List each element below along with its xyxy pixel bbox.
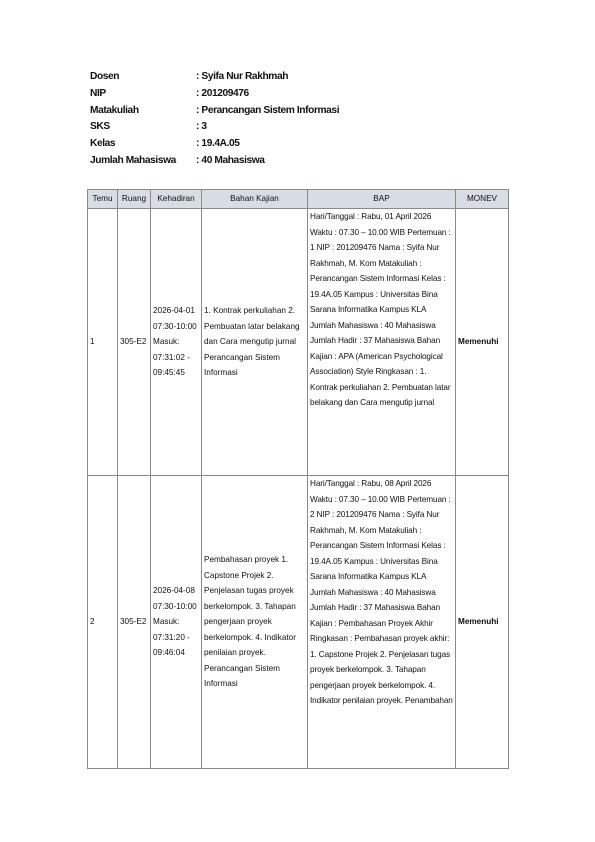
cell-bahan-kajian: Pembahasan proyek 1. Capstone Projek 2. Penjelasan tugas proyek berkelompok. 3. Tahapan pengerjaan proyek berkelompok. 4. Indikator penilaian proyek. Perancangan Sistem Informasi bbox=[202, 476, 308, 769]
table-row bbox=[88, 476, 509, 769]
cell-kehadiran: 2026-04-08 07:30-10:00 Masuk: 07:31:20 - 09:46:04 bbox=[151, 476, 202, 769]
cell-bahan-kajian: 1. Kontrak perkuliahan 2. Pembuatan latar belakang dan Cara mengutip jurnal Perancangan Sistem Informasi bbox=[202, 209, 308, 476]
info-value: : 19.4A.05 bbox=[196, 138, 240, 150]
cell-kehadiran: 2026-04-01 07:30-10:00 Masuk: 07:31:02 - 09:45:45 bbox=[151, 209, 202, 476]
header-bahan-kajian: Bahan Kajian bbox=[202, 190, 308, 209]
info-value: : 3 bbox=[196, 121, 207, 133]
cell-monev: Memenuhi bbox=[456, 209, 509, 476]
cell-temu: 1 bbox=[88, 209, 118, 476]
lecturer-info bbox=[90, 71, 339, 172]
info-value: : Syifa Nur Rakhmah bbox=[196, 71, 289, 82]
header-temu: Temu bbox=[88, 190, 118, 209]
cell-bap: Hari/Tanggal : Rabu, 08 April 2026 Waktu : 07.30 – 10.00 WIB Pertemuan : 2 NIP : 201209476 Nama : Syifa Nur Rakhmah, M. Kom Matakuliah : Perancangan Sistem Informasi Kelas : 19.4A.05 Kampus : Universitas Bina Sarana Informatika Kampus KLA Jumlah Mahasiswa : 40 Mahasiswa Jumlah Hadir : 37 Mahasiswa Bahan Kajian : Pembahasan Proyek Akhir Ringkasan : Pembahasan proyek akhir: 1. Capstone Projek 2. Penjelasan tugas proyek berkelompok. 3. Tahapan pengerjaan proyek berkelompok. 4. Indikator penilaian proyek. Penambahan bbox=[308, 476, 456, 769]
cell-ruang: 305-E2 bbox=[118, 209, 151, 476]
info-label: SKS bbox=[90, 121, 110, 133]
cell-bap: Hari/Tanggal : Rabu, 01 April 2026 Waktu : 07.30 – 10.00 WIB Pertemuan : 1 NIP : 201209476 Nama : Syifa Nur Rakhmah, M. Kom Matakuliah : Perancangan Sistem Informasi Kelas : 19.4A.05 Kampus : Universitas Bina Sarana Informatika Kampus KLA Jumlah Mahasiswa : 40 Mahasiswa Jumlah Hadir : 37 Mahasiswa Bahan Kajian : APA (American Psychological Association) Style Ringkasan : 1. Kontrak perkuliahan 2. Pembuatan latar belakang dan Cara mengutip jurnal bbox=[308, 209, 456, 476]
header-monev: MONEV bbox=[456, 190, 509, 209]
info-label: Dosen bbox=[90, 71, 120, 82]
cell-temu: 2 bbox=[88, 476, 118, 769]
info-row-jumlah-mahasiswa bbox=[90, 155, 339, 172]
info-row-nip bbox=[90, 88, 339, 105]
info-value: : 201209476 bbox=[196, 87, 249, 99]
info-label: Kelas bbox=[90, 138, 116, 150]
info-row-dosen bbox=[90, 71, 339, 88]
info-label: Matakuliah bbox=[90, 104, 139, 116]
info-value: : 40 Mahasiswa bbox=[196, 154, 265, 166]
header-ruang: Ruang bbox=[118, 190, 151, 209]
info-value: : Perancangan Sistem Informasi bbox=[196, 104, 340, 116]
header-bap: BAP bbox=[308, 190, 456, 209]
info-label: NIP bbox=[90, 87, 106, 99]
cell-monev: Memenuhi bbox=[456, 476, 509, 769]
info-row-kelas bbox=[90, 138, 339, 155]
header-kehadiran: Kehadiran bbox=[151, 190, 202, 209]
attendance-table bbox=[87, 189, 509, 769]
info-label: Jumlah Mahasiswa bbox=[90, 154, 176, 166]
table-row bbox=[88, 209, 509, 476]
cell-ruang: 305-E2 bbox=[118, 476, 151, 769]
info-row-sks bbox=[90, 121, 339, 138]
table-header-row bbox=[88, 190, 509, 209]
info-row-matakuliah bbox=[90, 105, 339, 122]
